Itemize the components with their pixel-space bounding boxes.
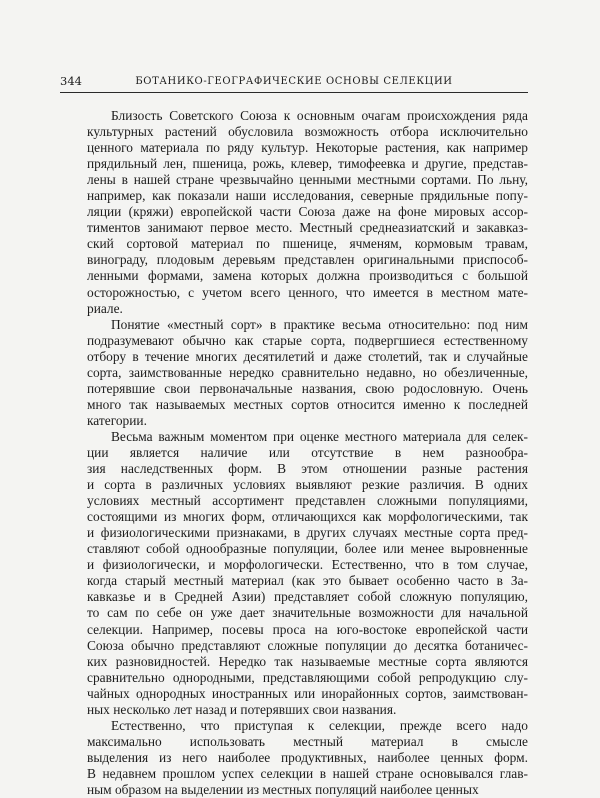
- text-line: сравнительно однородными, представляющими собой репродукцию слу-: [87, 669, 528, 685]
- text-line: ляции (кряжи) европейской части Союза даже на фоне мировых ассор-: [87, 204, 528, 220]
- text-line: ценного материала по ряду культур. Некоторые растения, как например: [87, 140, 528, 156]
- text-line: тиментов занимают первое место. Местный среднеазиатский и закавказ-: [87, 220, 528, 236]
- text-line: ский сортовой материал по пшенице, ячменям, кормовым травам,: [87, 236, 528, 252]
- text-line: Близость Советского Союза к основным очагам происхождения ряда: [111, 108, 528, 123]
- text-line: ных несколько лет назад и потерявших свои названия.: [87, 701, 397, 717]
- text-line: и физиологически, и морфологически. Естественно, что в том случае,: [87, 557, 528, 573]
- text-line: сорта, заимствованные нередко сравнительно недавно, но обезличенные,: [87, 364, 528, 380]
- header-rule: [60, 92, 528, 93]
- text-line: ным образом на выделении из местных популяций наиболее ценных: [87, 781, 479, 797]
- text-line: риале.: [87, 300, 123, 316]
- text-line: прядильный лен, пшеница, рожь, клевер, тимофеевка и другие, представ-: [87, 156, 528, 172]
- text-line: селекции. Например, посевы проса на юго-востоке европейской части: [87, 621, 528, 637]
- text-line: то сам по себе он уже дает значительные возможности для начальной: [87, 605, 528, 621]
- text-line: кавказье и в Средней Азии) представляет собой сложную популяцию,: [87, 589, 528, 605]
- paragraph-4: [87, 718, 528, 798]
- text-line: ставляют собой однообразные популяции, более или менее выровненные: [87, 541, 528, 557]
- text-line: условиях местный ассортимент представлен сложными популяциями,: [87, 493, 528, 509]
- text-line: выделения из него наиболее продуктивных, наиболее ценных форм.: [87, 749, 528, 765]
- text-line: Естественно, что приступая к селекции, прежде всего надо: [111, 717, 528, 733]
- text-line: чайных однородных иностранных или инорайонных сортов, заимствован-: [87, 685, 528, 701]
- text-line: В недавнем прошлом успех селекции в нашей стране основывался глав-: [87, 765, 528, 781]
- text-line: и физиологическими признаками, в других случаях местные сорта пред-: [87, 525, 528, 541]
- running-title: БОТАНИКО-ГЕОГРАФИЧЕСКИЕ ОСНОВЫ СЕЛЕКЦИИ: [135, 76, 453, 87]
- text-line: Понятие «местный сорт» в практике весьма относительно: под ним: [111, 316, 528, 332]
- text-line: лены в нашей стране чрезвычайно ценными местными сортами. По льну,: [87, 172, 528, 188]
- text-line: ленными формами, замена которых должна производиться с большой: [87, 268, 528, 284]
- text-line: подразумевают обычно как старые сорта, подвергшиеся естественному: [87, 332, 528, 348]
- text-line: состоящими из многих форм, отличающихся как морфологическими, так: [87, 509, 528, 525]
- body-text: [87, 108, 528, 798]
- text-line: и сорта в различных условиях выявляют резкие различия. В одних: [87, 477, 528, 493]
- text-line: много так называемых местных сортов относится именно к последней: [87, 396, 528, 412]
- text-line: Союза обычно представляют сложные популяции до десятка ботаничес-: [87, 637, 528, 653]
- text-line: ции является наличие или отсутствие в нем разнообра-: [87, 444, 528, 460]
- text-line: винограду, плодовым деревьям представлен оригинальными приспособ-: [87, 252, 528, 268]
- text-line: зия наследственных форм. В этом отношении разные растения: [87, 461, 528, 477]
- text-line: например, как показали наши исследования, северные прядильные попу-: [87, 188, 528, 204]
- text-line: категории.: [87, 412, 147, 428]
- paragraph-1: [87, 108, 528, 317]
- text-line: ких разновидностей. Нередко так называемые местные сорта являются: [87, 653, 528, 669]
- paragraph-2: [87, 317, 528, 429]
- text-line: осторожностью, с учетом всего ценного, что имеется в местном мате-: [87, 284, 528, 300]
- text-line: когда старый местный материал (как это бывает особенно часто в За-: [87, 573, 528, 589]
- paragraph-3: [87, 429, 528, 718]
- text-line: отбору в течение многих десятилетий и даже столетий, так и случайные: [87, 348, 528, 364]
- page-number: 344: [60, 74, 82, 88]
- text-line: культурных растений обусловила возможность отбора исключительно: [87, 124, 528, 140]
- text-line: Весьма важным моментом при оценке местного материала для селек-: [111, 428, 528, 444]
- text-line: потерявшие свои первоначальные названия, свою родословную. Очень: [87, 380, 528, 396]
- text-line: максимально использовать местный материал в смысле: [87, 733, 528, 749]
